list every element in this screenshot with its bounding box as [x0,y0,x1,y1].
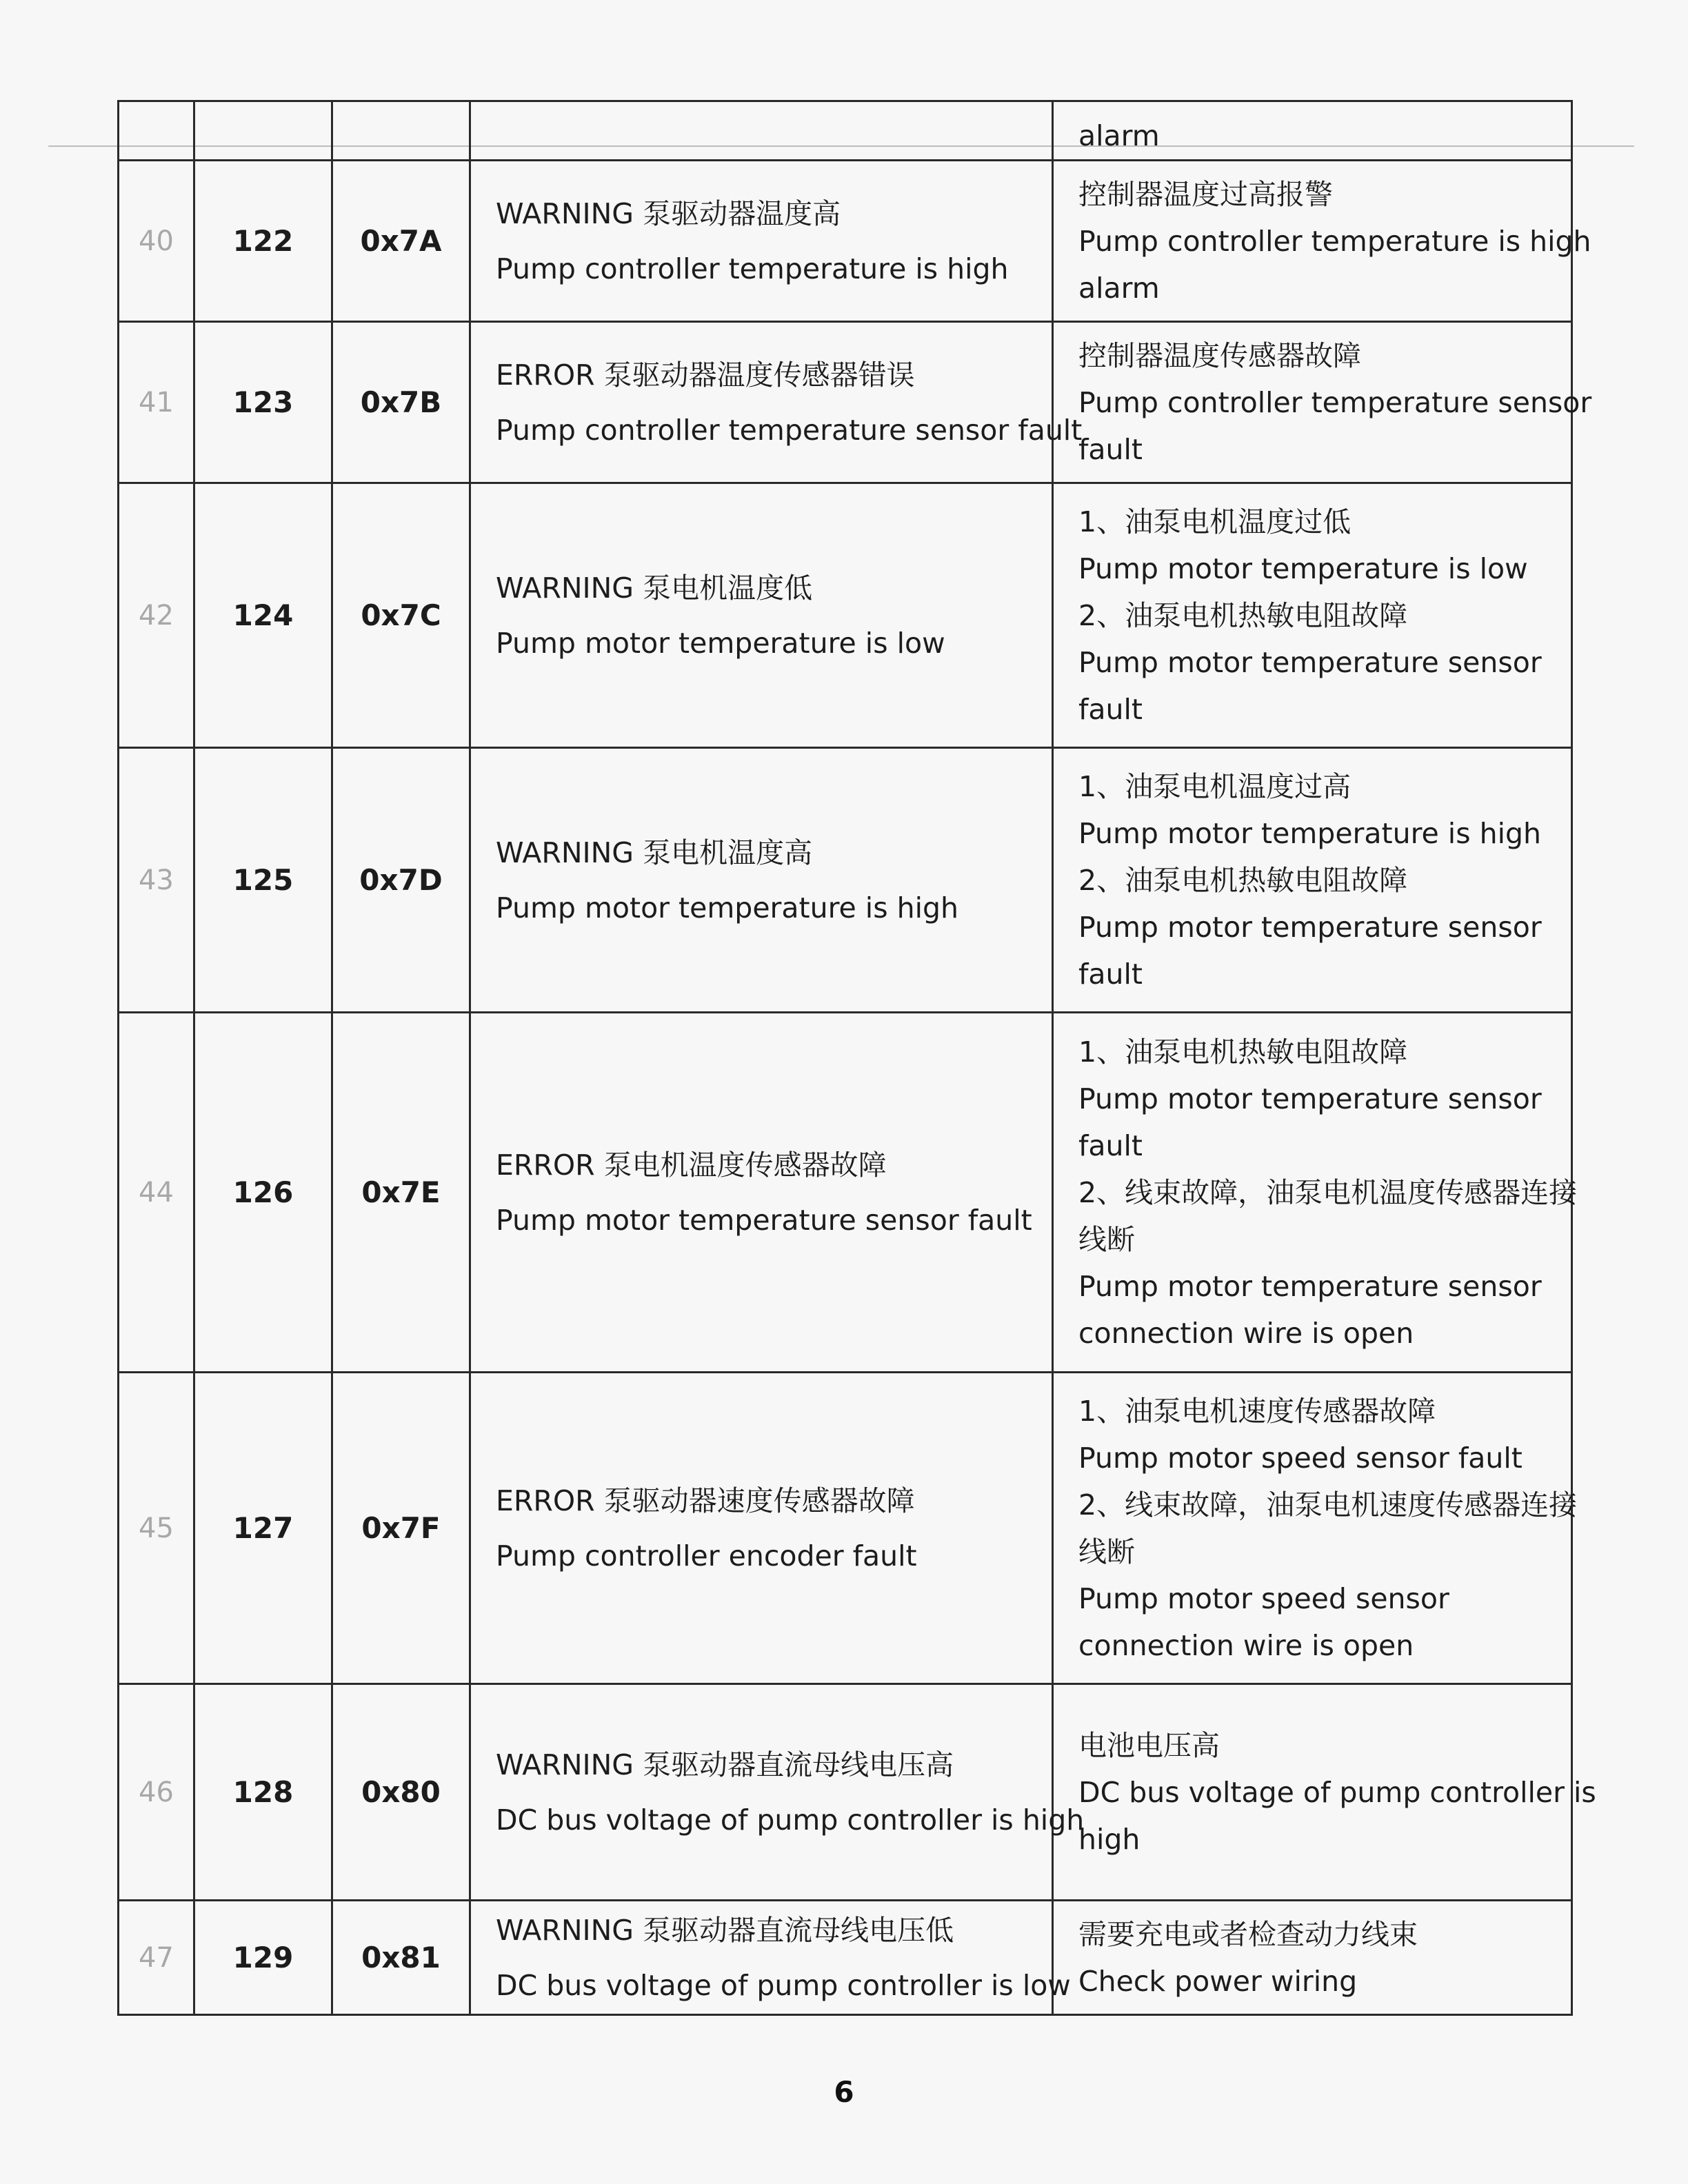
decimal-code-cell: 129 [194,1901,332,2015]
cause-line: Pump motor temperature sensor [1078,1269,1542,1303]
cause-line: fault [1078,1129,1143,1162]
cause-line: fault [1078,692,1143,726]
decimal-code-cell: 124 [194,483,332,748]
fault-name-cn: WARNING 泵驱动器直流母线电压高 [496,1748,954,1781]
fault-name-en: Pump controller temperature sensor fault [496,413,1083,447]
index-cell: 45 [119,1373,194,1684]
table-row [119,748,1572,1013]
fault-code-table [117,100,1596,2016]
cause-line: Pump motor temperature is low [1078,552,1528,585]
fault-name-cn: ERROR 泵电机温度传感器故障 [496,1148,887,1182]
page-number: 6 [834,2075,854,2109]
cause-line: DC bus voltage of pump controller is [1078,1775,1596,1809]
cause-line: 线断 [1078,1535,1135,1568]
fault-name-cell [470,101,1053,161]
decimal-code-cell: 127 [194,1373,332,1684]
fault-name-cn: ERROR 泵驱动器速度传感器故障 [496,1484,915,1517]
fault-name-en: Pump controller temperature is high [496,252,1009,285]
index-cell: 43 [119,748,194,1013]
fault-name-cell [470,1684,1085,1901]
table-row-continued [119,101,1572,161]
cause-line: connection wire is open [1078,1628,1414,1662]
fault-cause-cell [1053,1901,1572,2015]
fault-name-cn: WARNING 泵驱动器温度高 [496,196,841,230]
decimal-code-cell: 128 [194,1684,332,1901]
cause-line: Pump controller temperature is high [1078,224,1591,258]
table-row [119,483,1572,748]
fault-name-cn: ERROR 泵驱动器温度传感器错误 [496,358,915,392]
cause-line: 1、油泵电机热敏电阻故障 [1078,1035,1408,1069]
cause-line: 1、油泵电机速度传感器故障 [1078,1394,1436,1428]
cause-line: Pump motor temperature sensor [1078,645,1542,679]
fault-name-cn: WARNING 泵驱动器直流母线电压低 [496,1913,954,1947]
cause-line: high [1078,1822,1141,1856]
fault-name-en: DC bus voltage of pump controller is high [496,1803,1085,1837]
cause-line: alarm [1078,271,1160,305]
fault-name-en: Pump controller encoder fault [496,1539,917,1573]
fault-name-cell [470,483,1053,748]
table-row [119,1373,1572,1684]
fault-name-cell [470,1901,1071,2015]
index-cell: 47 [119,1901,194,2015]
fault-name-cell [470,1373,1053,1684]
fault-name-en: Pump motor temperature is high [496,891,958,924]
cause-line: alarm [1078,119,1160,152]
cause-line: fault [1078,957,1143,991]
cause-line: Pump motor speed sensor fault [1078,1441,1523,1475]
fault-name-cell [470,322,1083,483]
decimal-code-cell: 122 [194,161,332,322]
index-cell: 41 [119,322,194,483]
fault-name-cn: WARNING 泵电机温度高 [496,836,813,869]
hex-code-cell: 0x80 [332,1684,470,1901]
fault-name-en: Pump motor temperature sensor fault [496,1203,1032,1237]
hex-code-cell: 0x81 [332,1901,470,2015]
index-cell: 40 [119,161,194,322]
cause-line: 控制器温度传感器故障 [1078,338,1361,372]
fault-cause-cell [1053,748,1572,1013]
cause-line: 1、油泵电机温度过高 [1078,769,1352,803]
index-cell [119,101,194,161]
hex-code-cell [332,101,470,161]
cause-line: 线断 [1078,1222,1135,1256]
cause-line: Pump motor temperature sensor [1078,1082,1542,1115]
fault-name-cell [470,1013,1053,1373]
index-cell: 42 [119,483,194,748]
hex-code-cell: 0x7B [332,322,470,483]
hex-code-cell: 0x7C [332,483,470,748]
fault-name-cell [470,161,1053,322]
cause-line: connection wire is open [1078,1316,1414,1350]
cause-line: 电池电压高 [1078,1728,1220,1762]
hex-code-cell: 0x7F [332,1373,470,1684]
cause-line: Pump motor temperature is high [1078,816,1541,850]
fault-name-en: DC bus voltage of pump controller is low [496,1968,1071,2002]
cause-line: Pump motor temperature sensor [1078,910,1542,944]
cause-line: 控制器温度过高报警 [1078,177,1333,211]
cause-line: 1、油泵电机温度过低 [1078,505,1352,538]
cause-line: 2、线束故障，油泵电机温度传感器连接 [1078,1175,1578,1209]
fault-cause-cell [1053,1684,1596,1901]
index-cell: 44 [119,1013,194,1373]
fault-cause-cell [1053,322,1592,483]
cause-line: 2、线束故障，油泵电机速度传感器连接 [1078,1488,1578,1521]
fault-name-cn: WARNING 泵电机温度低 [496,571,813,605]
table-row [119,1684,1572,1901]
cause-line: Pump motor speed sensor [1078,1581,1449,1615]
fault-cause-cell [1053,1013,1578,1373]
cause-line: 2、油泵电机热敏电阻故障 [1078,598,1408,632]
fault-cause-cell [1053,1373,1578,1684]
decimal-code-cell: 126 [194,1013,332,1373]
hex-code-cell: 0x7A [332,161,470,322]
cause-line: 需要充电或者检查动力线束 [1078,1917,1418,1951]
table-row [119,1901,1572,2015]
decimal-code-cell: 125 [194,748,332,1013]
table-row [119,322,1572,483]
fault-name-cell [470,748,1053,1013]
fault-cause-cell [1053,483,1572,748]
decimal-code-cell [194,101,332,161]
cause-line: Pump controller temperature sensor [1078,385,1592,419]
index-cell: 46 [119,1684,194,1901]
hex-code-cell: 0x7E [332,1013,470,1373]
fault-cause-cell [1053,101,1572,161]
fault-cause-cell [1053,161,1591,322]
cause-line: fault [1078,432,1143,466]
decimal-code-cell: 123 [194,322,332,483]
hex-code-cell: 0x7D [332,748,470,1013]
cause-line: Check power wiring [1078,1964,1358,1998]
fault-name-en: Pump motor temperature is low [496,626,945,660]
table-row [119,161,1572,322]
table-row [119,1013,1572,1373]
cause-line: 2、油泵电机热敏电阻故障 [1078,863,1408,897]
